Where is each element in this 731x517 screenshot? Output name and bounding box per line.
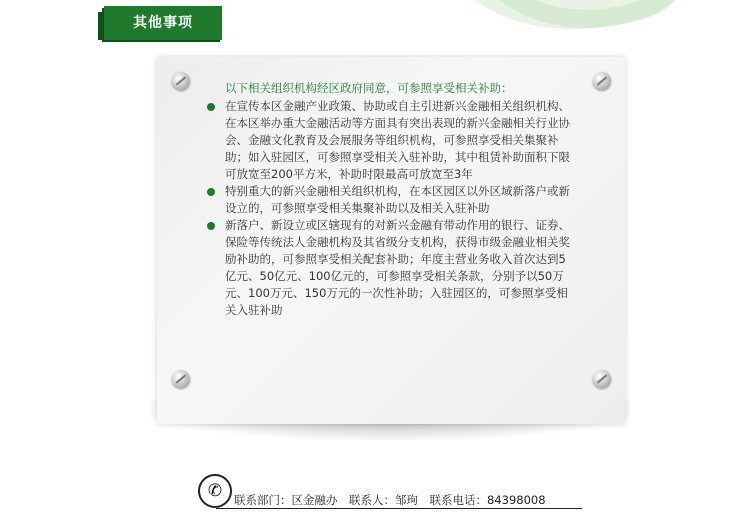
screw-icon <box>593 370 611 388</box>
contact-text: 联系部门：区金融办 联系人：邹珣 联系电话：84398008 <box>234 493 546 507</box>
bullet-icon <box>207 222 215 230</box>
intro-text: 以下相关组织机构经区政府同意，可参照享受相关补助： <box>225 81 513 95</box>
list-item-text: 在宣传本区金融产业政策、协助或自主引进新兴金融相关组织机构、在本区举办重大金融活动等方面具有突出表现的新兴金融相关行业协会、金融文化教育及会展服务等组织机构，可参照享受相关集聚补助；如入驻园区，可参照享受相关入驻补助，其中租赁补助面积下限可放宽至200平方米，补助时限最高可放宽至3年 <box>225 99 570 181</box>
list-item <box>205 183 575 217</box>
list-item <box>205 217 575 319</box>
decorative-swoosh <box>440 0 700 40</box>
screw-icon <box>172 72 190 90</box>
bullet-list <box>205 98 575 319</box>
list-item-text: 新落户、新设立或区辖现有的对新兴金融有带动作用的银行、证券、保险等传统法人金融机构及其省级分支机构，获得市级金融业相关奖励补助的，可参照享受相关配套补助；年度主营业务收入首次达到5亿元、50亿元、100亿元的，可参照享受相关条款，分别予以50万元、100万元、150万元的一次性补助；入驻园区的，可参照享受相关入驻补助 <box>225 218 570 317</box>
screw-icon <box>593 72 611 90</box>
contact-footer <box>198 474 583 510</box>
bullet-icon <box>207 103 215 111</box>
section-title: 其他事项 <box>104 6 222 40</box>
card-content <box>205 80 575 319</box>
list-item-text: 特别重大的新兴金融相关组织机构，在本区园区以外区域新落户或新设立的，可参照享受相关集聚补助以及相关入驻补助 <box>225 184 570 215</box>
contact-underline <box>216 508 582 509</box>
list-item <box>205 98 575 183</box>
phone-icon: ✆ <box>198 474 232 508</box>
bullet-icon <box>207 188 215 196</box>
screw-icon <box>172 370 190 388</box>
